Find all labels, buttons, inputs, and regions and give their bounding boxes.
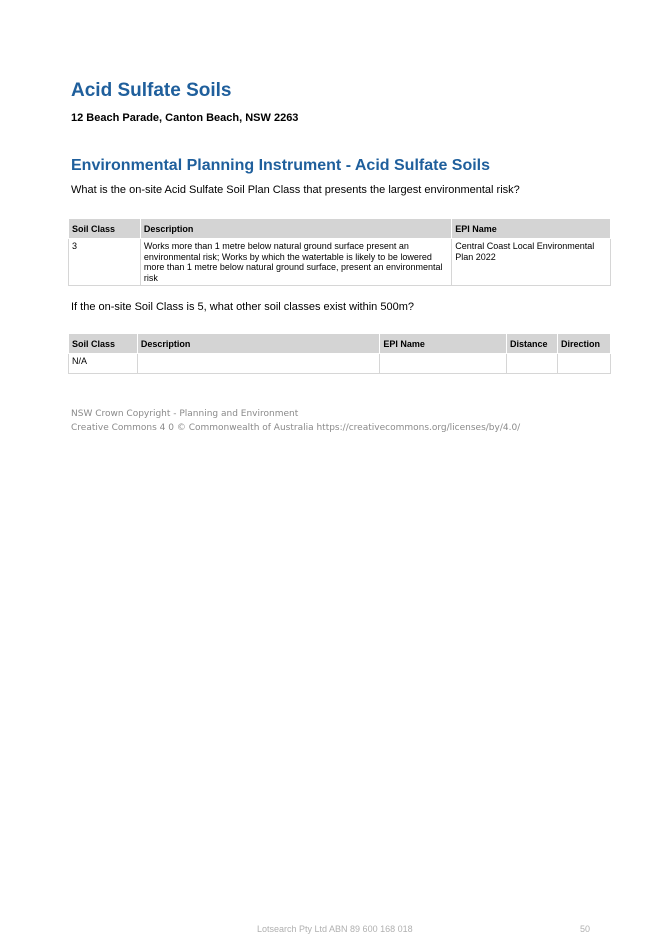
cell-description: Works more than 1 metre below natural ground surface present an environmental risk; Works by which the watertable is likely to be lowered more than 1 metre below natural ground surface, present an environmental risk: [140, 239, 451, 286]
header-soil-class: Soil Class: [69, 334, 138, 354]
table-header-row: [69, 219, 611, 239]
header-epi-name: EPI Name: [452, 219, 611, 239]
cell-description: [137, 354, 379, 374]
site-address: 12 Beach Parade, Canton Beach, NSW 2263: [71, 112, 299, 124]
copyright-notice: [71, 407, 520, 435]
soil-class-table: [68, 218, 611, 286]
header-epi-name: EPI Name: [380, 334, 507, 354]
header-description: Description: [140, 219, 451, 239]
question-largest-risk: What is the on-site Acid Sulfate Soil Plan Class that presents the largest environmental risk?: [71, 184, 520, 196]
table-row: [69, 239, 611, 286]
header-distance: Distance: [507, 334, 558, 354]
cell-direction: [557, 354, 610, 374]
cell-soil-class: N/A: [69, 354, 138, 374]
cell-epi-name: [380, 354, 507, 374]
cell-distance: [507, 354, 558, 374]
table-header-row: [69, 334, 611, 354]
license-line: Creative Commons 4 0 © Commonwealth of Australia https://creativecommons.org/licenses/by/4.0/: [71, 423, 521, 433]
header-direction: Direction: [557, 334, 610, 354]
page-title: Acid Sulfate Soils: [71, 80, 232, 101]
header-description: Description: [137, 334, 379, 354]
question-nearby-classes: If the on-site Soil Class is 5, what other soil classes exist within 500m?: [71, 301, 414, 313]
footer-company: Lotsearch Pty Ltd ABN 89 600 168 018: [257, 924, 413, 934]
page-number: 50: [580, 924, 591, 934]
copyright-line: NSW Crown Copyright - Planning and Environment: [71, 409, 299, 419]
cell-epi-name: Central Coast Local Environmental Plan 2022: [452, 239, 611, 286]
cell-soil-class: 3: [69, 239, 141, 286]
table-row: [69, 354, 611, 374]
nearby-soil-class-table: [68, 333, 611, 374]
header-soil-class: Soil Class: [69, 219, 141, 239]
section-heading: Environmental Planning Instrument - Acid Sulfate Soils: [71, 157, 491, 174]
